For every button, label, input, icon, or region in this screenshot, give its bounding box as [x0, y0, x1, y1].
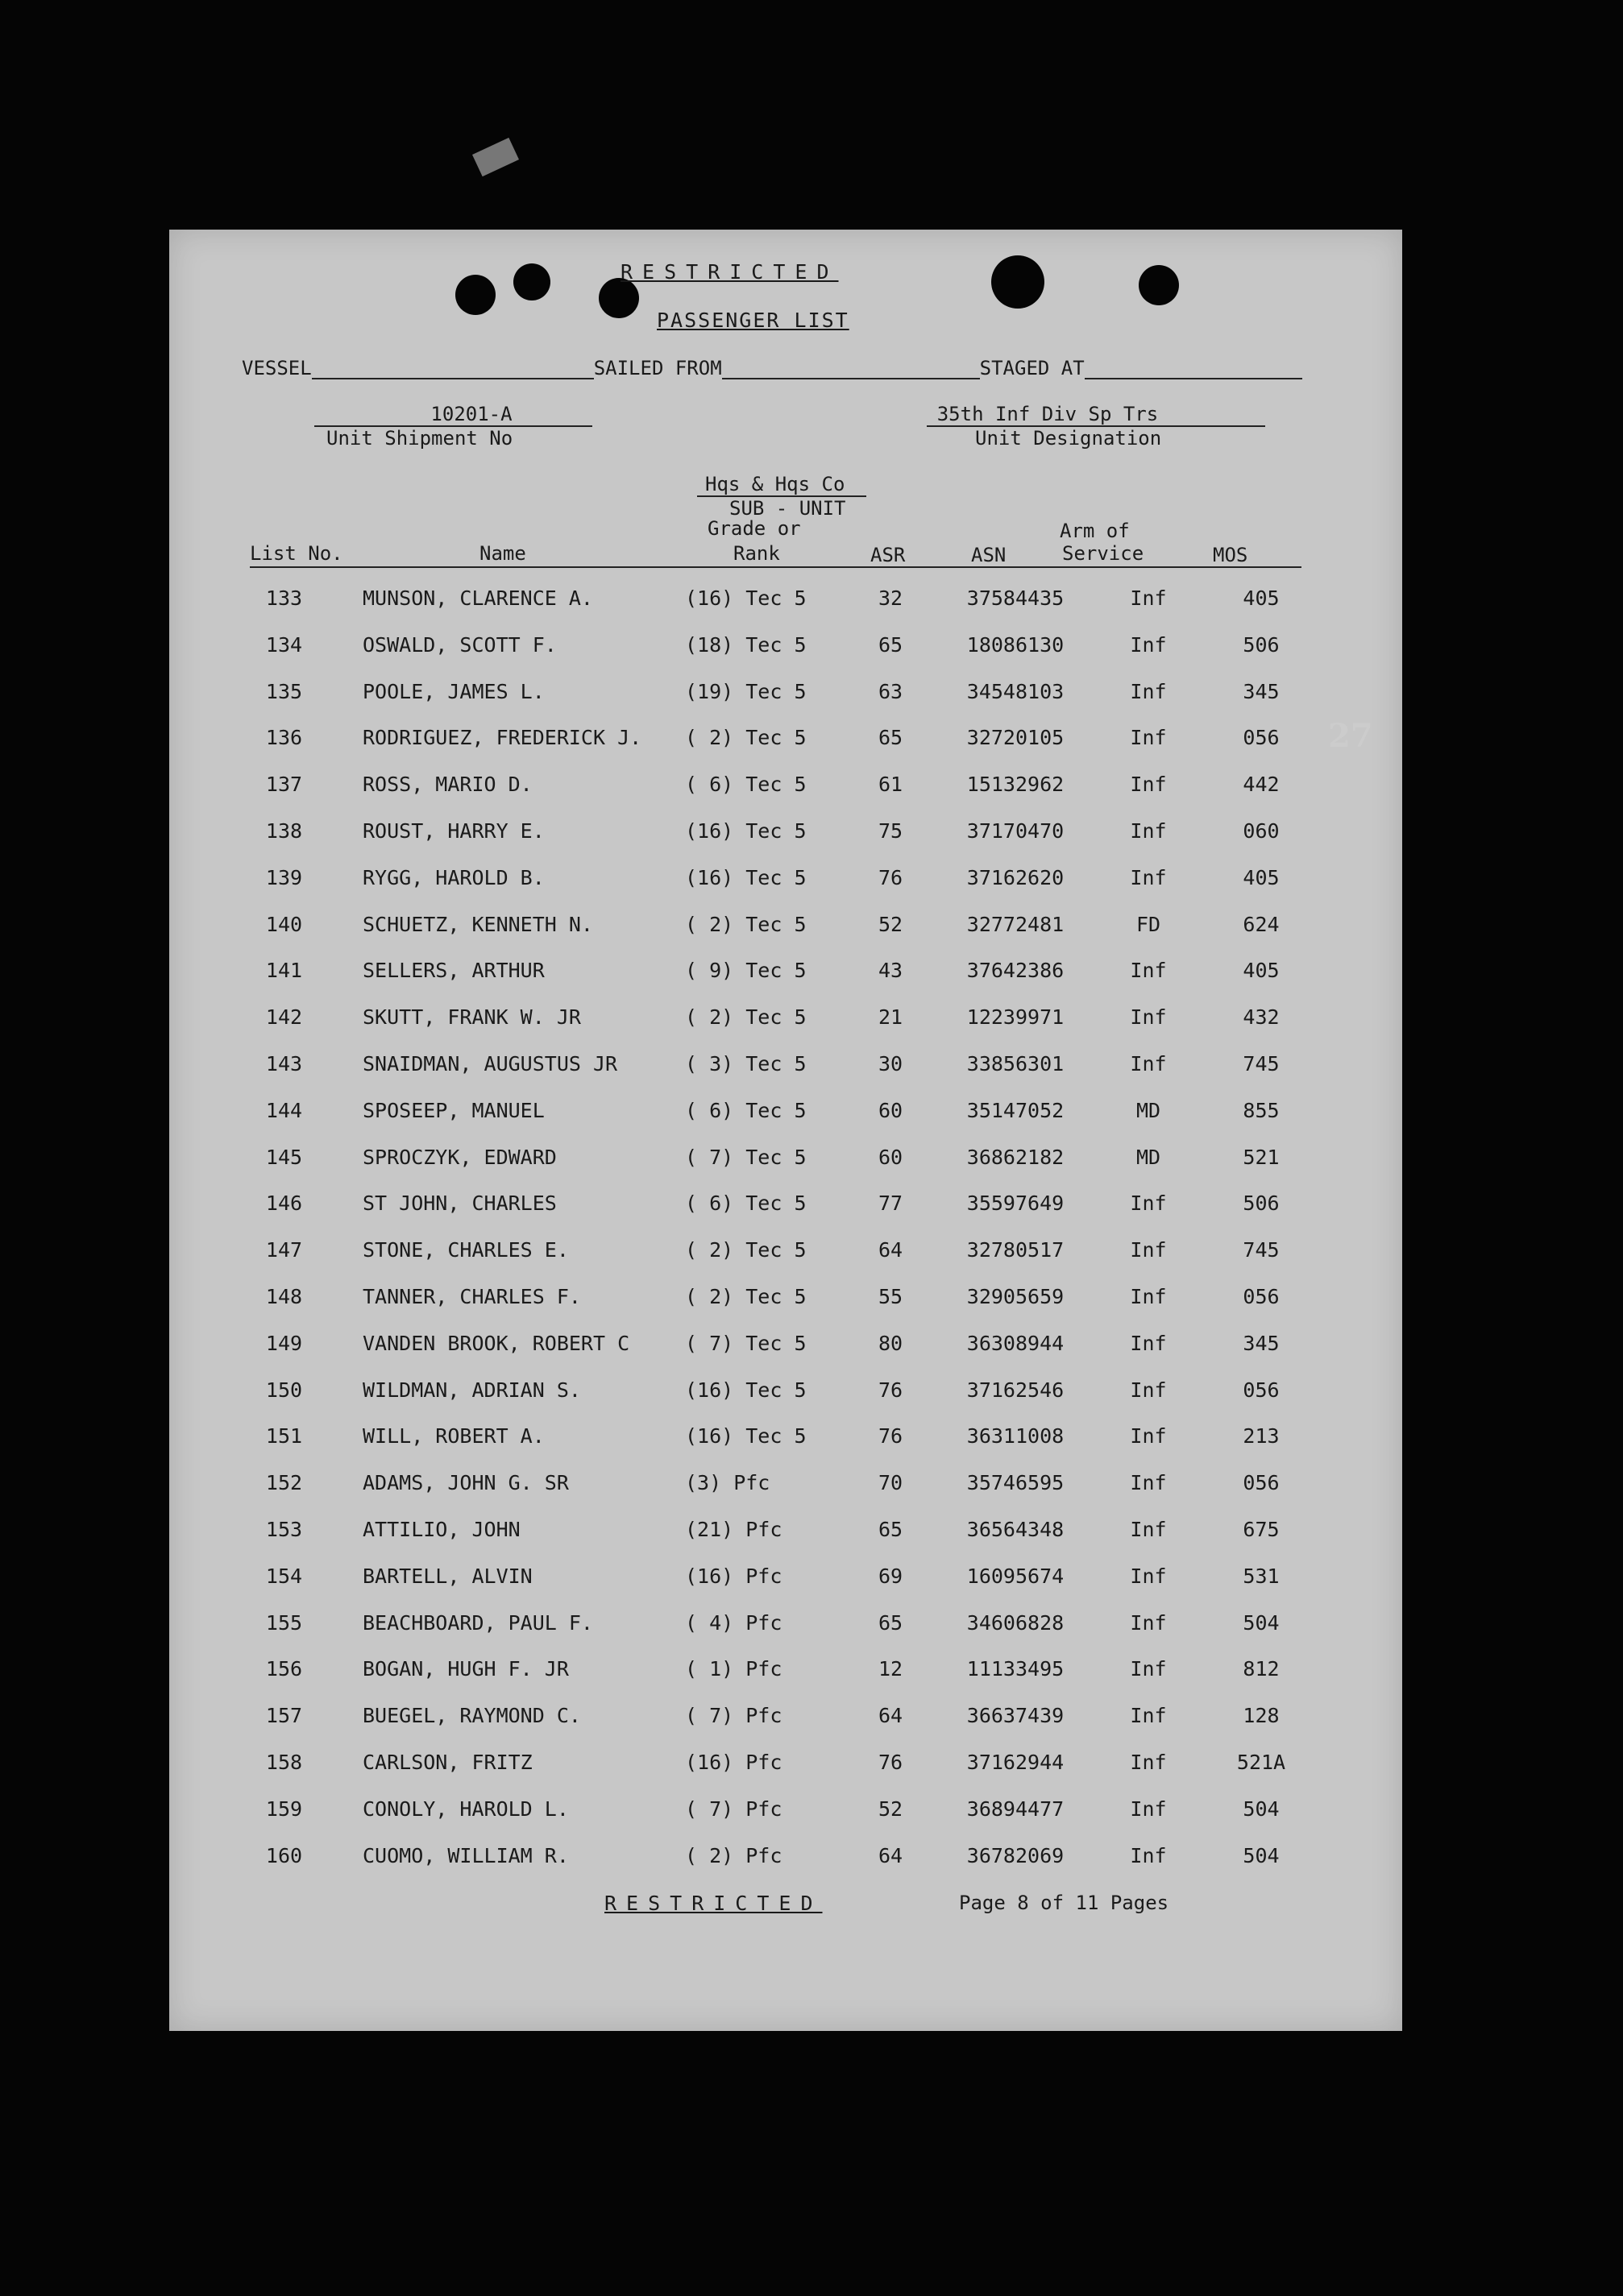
grade-cell: (18) Tec 5	[685, 632, 807, 657]
document-page	[169, 230, 1402, 2031]
grade-cell: ( 2) Tec 5	[685, 1005, 807, 1030]
name-cell: WILL, ROBERT A.	[363, 1424, 545, 1448]
name-cell: ATTILIO, JOHN	[363, 1518, 521, 1541]
arm-cell: Inf	[1130, 819, 1167, 843]
grade-cell: ( 6) Tec 5	[685, 773, 807, 797]
grade-cell: (21) Pfc	[685, 1518, 782, 1541]
name-cell: RODRIGUEZ, FREDERICK J.	[363, 726, 642, 750]
arm-cell: Inf	[1130, 1843, 1167, 1867]
grade-cell: ( 2) Tec 5	[685, 1238, 807, 1262]
name-cell: VANDEN BROOK, ROBERT C	[363, 1331, 630, 1355]
mos-cell: 056	[1243, 1285, 1280, 1308]
name-cell: MUNSON, CLARENCE A.	[363, 586, 593, 610]
asn-cell: 35746595	[966, 1471, 1065, 1495]
asr-cell: 63	[878, 679, 903, 703]
asr-cell: 76	[878, 1751, 903, 1774]
arm-cell: Inf	[1130, 679, 1167, 703]
asn-cell: 32772481	[966, 912, 1065, 936]
grade-cell: ( 1) Pfc	[685, 1657, 782, 1681]
name-cell: SKUTT, FRANK W. JR	[363, 1005, 581, 1030]
mos-cell: 745	[1243, 1052, 1280, 1075]
list-no-cell: 152	[265, 1471, 303, 1495]
mos-cell: 624	[1243, 912, 1280, 936]
arm-cell: MD	[1135, 1098, 1161, 1122]
paper-scrap	[472, 138, 519, 176]
col-asr-header: ASR	[870, 544, 906, 566]
asr-cell: 32	[878, 586, 903, 610]
col-list-header: List No.	[250, 542, 343, 565]
asn-cell: 36894477	[966, 1797, 1065, 1821]
list-no-cell: 133	[265, 586, 303, 610]
mos-cell: 521A	[1236, 1751, 1286, 1774]
asr-cell: 76	[878, 1424, 903, 1448]
col-arm-header-1: Arm of	[1060, 520, 1130, 542]
list-no-cell: 157	[265, 1704, 303, 1728]
mos-cell: 056	[1243, 726, 1280, 750]
mos-cell: 745	[1243, 1238, 1280, 1262]
arm-cell: Inf	[1130, 726, 1167, 750]
list-no-cell: 158	[265, 1751, 303, 1774]
asr-cell: 69	[878, 1564, 903, 1588]
name-cell: BEACHBOARD, PAUL F.	[363, 1610, 593, 1635]
name-cell: SPOSEEP, MANUEL	[363, 1098, 545, 1122]
asn-cell: 37642386	[966, 959, 1065, 983]
list-no-cell: 139	[265, 865, 303, 889]
asr-cell: 76	[878, 1378, 903, 1402]
punch-hole	[991, 255, 1044, 309]
unit-shipment-no: 10201-A	[430, 403, 513, 425]
mos-cell: 345	[1243, 679, 1280, 703]
arm-cell: MD	[1135, 1145, 1161, 1169]
unit-shipment-label: Unit Shipment No	[326, 427, 513, 450]
col-asn-header: ASN	[971, 544, 1007, 566]
asr-cell: 65	[878, 1610, 903, 1635]
grade-cell: ( 7) Tec 5	[685, 1145, 807, 1169]
name-cell: CUOMO, WILLIAM R.	[363, 1843, 569, 1867]
asn-cell: 36637439	[966, 1704, 1065, 1728]
mos-cell: 506	[1243, 632, 1280, 657]
name-cell: ROSS, MARIO D.	[363, 773, 533, 797]
grade-cell: (16) Tec 5	[685, 819, 807, 843]
asr-cell: 77	[878, 1192, 903, 1216]
grade-cell: (19) Tec 5	[685, 679, 807, 703]
grade-cell: (16) Tec 5	[685, 1378, 807, 1402]
arm-cell: Inf	[1130, 1052, 1167, 1075]
mos-cell: 213	[1243, 1424, 1280, 1448]
asr-cell: 52	[878, 1797, 903, 1821]
asn-cell: 12239971	[966, 1005, 1065, 1030]
grade-cell: ( 7) Pfc	[685, 1704, 782, 1728]
asn-cell: 37170470	[966, 819, 1065, 843]
list-no-cell: 148	[265, 1285, 303, 1308]
name-cell: WILDMAN, ADRIAN S.	[363, 1378, 581, 1402]
mos-cell: 056	[1243, 1471, 1280, 1495]
list-no-cell: 138	[265, 819, 303, 843]
name-cell: BARTELL, ALVIN	[363, 1564, 533, 1588]
arm-cell: Inf	[1130, 1751, 1167, 1774]
grade-cell: (16) Tec 5	[685, 1424, 807, 1448]
list-no-cell: 136	[265, 726, 303, 750]
grade-cell: ( 3) Tec 5	[685, 1052, 807, 1075]
list-no-cell: 143	[265, 1052, 303, 1075]
name-cell: SCHUETZ, KENNETH N.	[363, 912, 593, 936]
asr-cell: 64	[878, 1238, 903, 1262]
asr-cell: 65	[878, 632, 903, 657]
document-subtitle: PASSENGER LIST	[657, 309, 849, 332]
asn-cell: 18086130	[966, 632, 1065, 657]
arm-cell: Inf	[1130, 1238, 1167, 1262]
list-no-cell: 153	[265, 1518, 303, 1541]
arm-cell: Inf	[1130, 1285, 1167, 1308]
punch-hole	[599, 278, 639, 318]
arm-cell: Inf	[1130, 1331, 1167, 1355]
arm-cell: Inf	[1130, 586, 1167, 610]
grade-cell: ( 6) Tec 5	[685, 1098, 807, 1122]
mos-cell: 504	[1243, 1610, 1280, 1635]
name-cell: BUEGEL, RAYMOND C.	[363, 1704, 581, 1728]
list-no-cell: 156	[265, 1657, 303, 1681]
arm-cell: Inf	[1130, 1564, 1167, 1588]
sailed-from-label: SAILED FROM	[593, 357, 722, 379]
name-cell: OSWALD, SCOTT F.	[363, 632, 557, 657]
asr-cell: 70	[878, 1471, 903, 1495]
mos-cell: 056	[1243, 1378, 1280, 1402]
name-cell: STONE, CHARLES E.	[363, 1238, 569, 1262]
col-arm-header-2: Service	[1062, 542, 1144, 565]
asr-cell: 55	[878, 1285, 903, 1308]
asn-cell: 15132962	[966, 773, 1065, 797]
asr-cell: 60	[878, 1098, 903, 1122]
asn-cell: 37162546	[966, 1378, 1065, 1402]
margin-page-number: 27	[1328, 717, 1373, 755]
grade-cell: ( 2) Tec 5	[685, 726, 807, 750]
asn-cell: 37584435	[966, 586, 1065, 610]
mos-cell: 855	[1243, 1098, 1280, 1122]
asn-cell: 32720105	[966, 726, 1065, 750]
footer-restricted: RESTRICTED	[604, 1892, 823, 1915]
sub-unit-label: SUB - UNIT	[729, 497, 846, 520]
grade-cell: (16) Pfc	[685, 1564, 782, 1588]
asr-cell: 64	[878, 1704, 903, 1728]
name-cell: CARLSON, FRITZ	[363, 1751, 533, 1774]
name-cell: ROUST, HARRY E.	[363, 819, 545, 843]
asr-cell: 52	[878, 912, 903, 936]
arm-cell: Inf	[1130, 1192, 1167, 1216]
punch-hole	[513, 263, 550, 300]
asn-cell: 36862182	[966, 1145, 1065, 1169]
grade-cell: ( 2) Tec 5	[685, 1285, 807, 1308]
asr-cell: 30	[878, 1052, 903, 1075]
grade-cell: ( 4) Pfc	[685, 1610, 782, 1635]
list-no-cell: 151	[265, 1424, 303, 1448]
name-cell: BOGAN, HUGH F. JR	[363, 1657, 569, 1681]
mos-cell: 405	[1243, 959, 1280, 983]
sub-unit: Hqs & Hqs Co	[705, 473, 845, 495]
mos-cell: 506	[1243, 1192, 1280, 1216]
grade-cell: ( 6) Tec 5	[685, 1192, 807, 1216]
asr-cell: 12	[878, 1657, 903, 1681]
mos-cell: 675	[1243, 1518, 1280, 1541]
grade-cell: ( 7) Tec 5	[685, 1331, 807, 1355]
list-no-cell: 141	[265, 959, 303, 983]
grade-cell: (16) Tec 5	[685, 586, 807, 610]
asn-cell: 32905659	[966, 1285, 1065, 1308]
mos-cell: 812	[1243, 1657, 1280, 1681]
grade-cell: ( 7) Pfc	[685, 1797, 782, 1821]
staged-at-blank	[1085, 378, 1302, 379]
mos-cell: 405	[1243, 586, 1280, 610]
asr-cell: 60	[878, 1145, 903, 1169]
vessel-row	[242, 357, 1302, 379]
name-cell: RYGG, HAROLD B.	[363, 865, 545, 889]
list-no-cell: 135	[265, 679, 303, 703]
vessel-blank	[312, 378, 594, 379]
list-no-cell: 140	[265, 912, 303, 936]
punch-hole	[455, 275, 496, 315]
mos-cell: 060	[1243, 819, 1280, 843]
asr-cell: 65	[878, 1518, 903, 1541]
grade-cell: (3) Pfc	[685, 1471, 770, 1495]
arm-cell: Inf	[1130, 1471, 1167, 1495]
asn-cell: 34548103	[966, 679, 1065, 703]
list-no-cell: 147	[265, 1238, 303, 1262]
mos-cell: 504	[1243, 1843, 1280, 1867]
arm-cell: Inf	[1130, 1657, 1167, 1681]
list-no-cell: 159	[265, 1797, 303, 1821]
list-no-cell: 150	[265, 1378, 303, 1402]
list-no-cell: 154	[265, 1564, 303, 1588]
mos-cell: 128	[1243, 1704, 1280, 1728]
asn-cell: 36311008	[966, 1424, 1065, 1448]
arm-cell: Inf	[1130, 1518, 1167, 1541]
header-rule	[250, 566, 1301, 568]
page-info: Page 8 of 11 Pages	[959, 1892, 1169, 1914]
list-no-cell: 137	[265, 773, 303, 797]
list-no-cell: 160	[265, 1843, 303, 1867]
unit-designation-label: Unit Designation	[975, 427, 1162, 450]
name-cell: SELLERS, ARTHUR	[363, 959, 545, 983]
asn-cell: 36564348	[966, 1518, 1065, 1541]
col-grade-header-2: Rank	[733, 542, 780, 565]
arm-cell: Inf	[1130, 1704, 1167, 1728]
mos-cell: 504	[1243, 1797, 1280, 1821]
arm-cell: Inf	[1130, 959, 1167, 983]
asn-cell: 36308944	[966, 1331, 1065, 1355]
asn-cell: 37162944	[966, 1751, 1065, 1774]
grade-cell: (16) Tec 5	[685, 865, 807, 889]
mos-cell: 442	[1243, 773, 1280, 797]
arm-cell: Inf	[1130, 1424, 1167, 1448]
name-cell: SPROCZYK, EDWARD	[363, 1145, 557, 1169]
asr-cell: 43	[878, 959, 903, 983]
asr-cell: 21	[878, 1005, 903, 1030]
list-no-cell: 134	[265, 632, 303, 657]
asn-cell: 35147052	[966, 1098, 1065, 1122]
document-title: RESTRICTED	[621, 260, 839, 284]
list-no-cell: 145	[265, 1145, 303, 1169]
staged-at-label: STAGED AT	[979, 357, 1085, 379]
name-cell: CONOLY, HAROLD L.	[363, 1797, 569, 1821]
grade-cell: (16) Pfc	[685, 1751, 782, 1774]
asr-cell: 61	[878, 773, 903, 797]
asn-cell: 37162620	[966, 865, 1065, 889]
list-no-cell: 146	[265, 1192, 303, 1216]
asr-cell: 64	[878, 1843, 903, 1867]
unit-designation: 35th Inf Div Sp Trs	[936, 403, 1159, 425]
mos-cell: 405	[1243, 865, 1280, 889]
name-cell: SNAIDMAN, AUGUSTUS JR	[363, 1052, 618, 1075]
asn-cell: 35597649	[966, 1192, 1065, 1216]
asn-cell: 34606828	[966, 1610, 1065, 1635]
col-grade-header-1: Grade or	[708, 517, 801, 540]
arm-cell: Inf	[1130, 1005, 1167, 1030]
list-no-cell: 142	[265, 1005, 303, 1030]
asn-cell: 32780517	[966, 1238, 1065, 1262]
name-cell: POOLE, JAMES L.	[363, 679, 545, 703]
list-no-cell: 155	[265, 1610, 303, 1635]
asr-cell: 76	[878, 865, 903, 889]
asr-cell: 65	[878, 726, 903, 750]
list-no-cell: 144	[265, 1098, 303, 1122]
sailed-from-blank	[722, 378, 980, 379]
punch-hole	[1139, 265, 1179, 305]
name-cell: ADAMS, JOHN G. SR	[363, 1471, 569, 1495]
arm-cell: Inf	[1130, 1797, 1167, 1821]
list-no-cell: 149	[265, 1331, 303, 1355]
mos-cell: 345	[1243, 1331, 1280, 1355]
arm-cell: Inf	[1130, 865, 1167, 889]
mos-cell: 521	[1243, 1145, 1280, 1169]
name-cell: ST JOHN, CHARLES	[363, 1192, 557, 1216]
vessel-label: VESSEL	[242, 357, 312, 379]
asn-cell: 16095674	[966, 1564, 1065, 1588]
mos-cell: 432	[1243, 1005, 1280, 1030]
asn-cell: 33856301	[966, 1052, 1065, 1075]
arm-cell: Inf	[1130, 1378, 1167, 1402]
arm-cell: FD	[1135, 912, 1161, 936]
arm-cell: Inf	[1130, 1610, 1167, 1635]
arm-cell: Inf	[1130, 773, 1167, 797]
asr-cell: 75	[878, 819, 903, 843]
col-name-header: Name	[479, 542, 526, 565]
mos-cell: 531	[1243, 1564, 1280, 1588]
grade-cell: ( 2) Tec 5	[685, 912, 807, 936]
asr-cell: 80	[878, 1331, 903, 1355]
asn-cell: 11133495	[966, 1657, 1065, 1681]
grade-cell: ( 2) Pfc	[685, 1843, 782, 1867]
name-cell: TANNER, CHARLES F.	[363, 1285, 581, 1308]
arm-cell: Inf	[1130, 632, 1167, 657]
asn-cell: 36782069	[966, 1843, 1065, 1867]
grade-cell: ( 9) Tec 5	[685, 959, 807, 983]
col-mos-header: MOS	[1213, 544, 1248, 566]
